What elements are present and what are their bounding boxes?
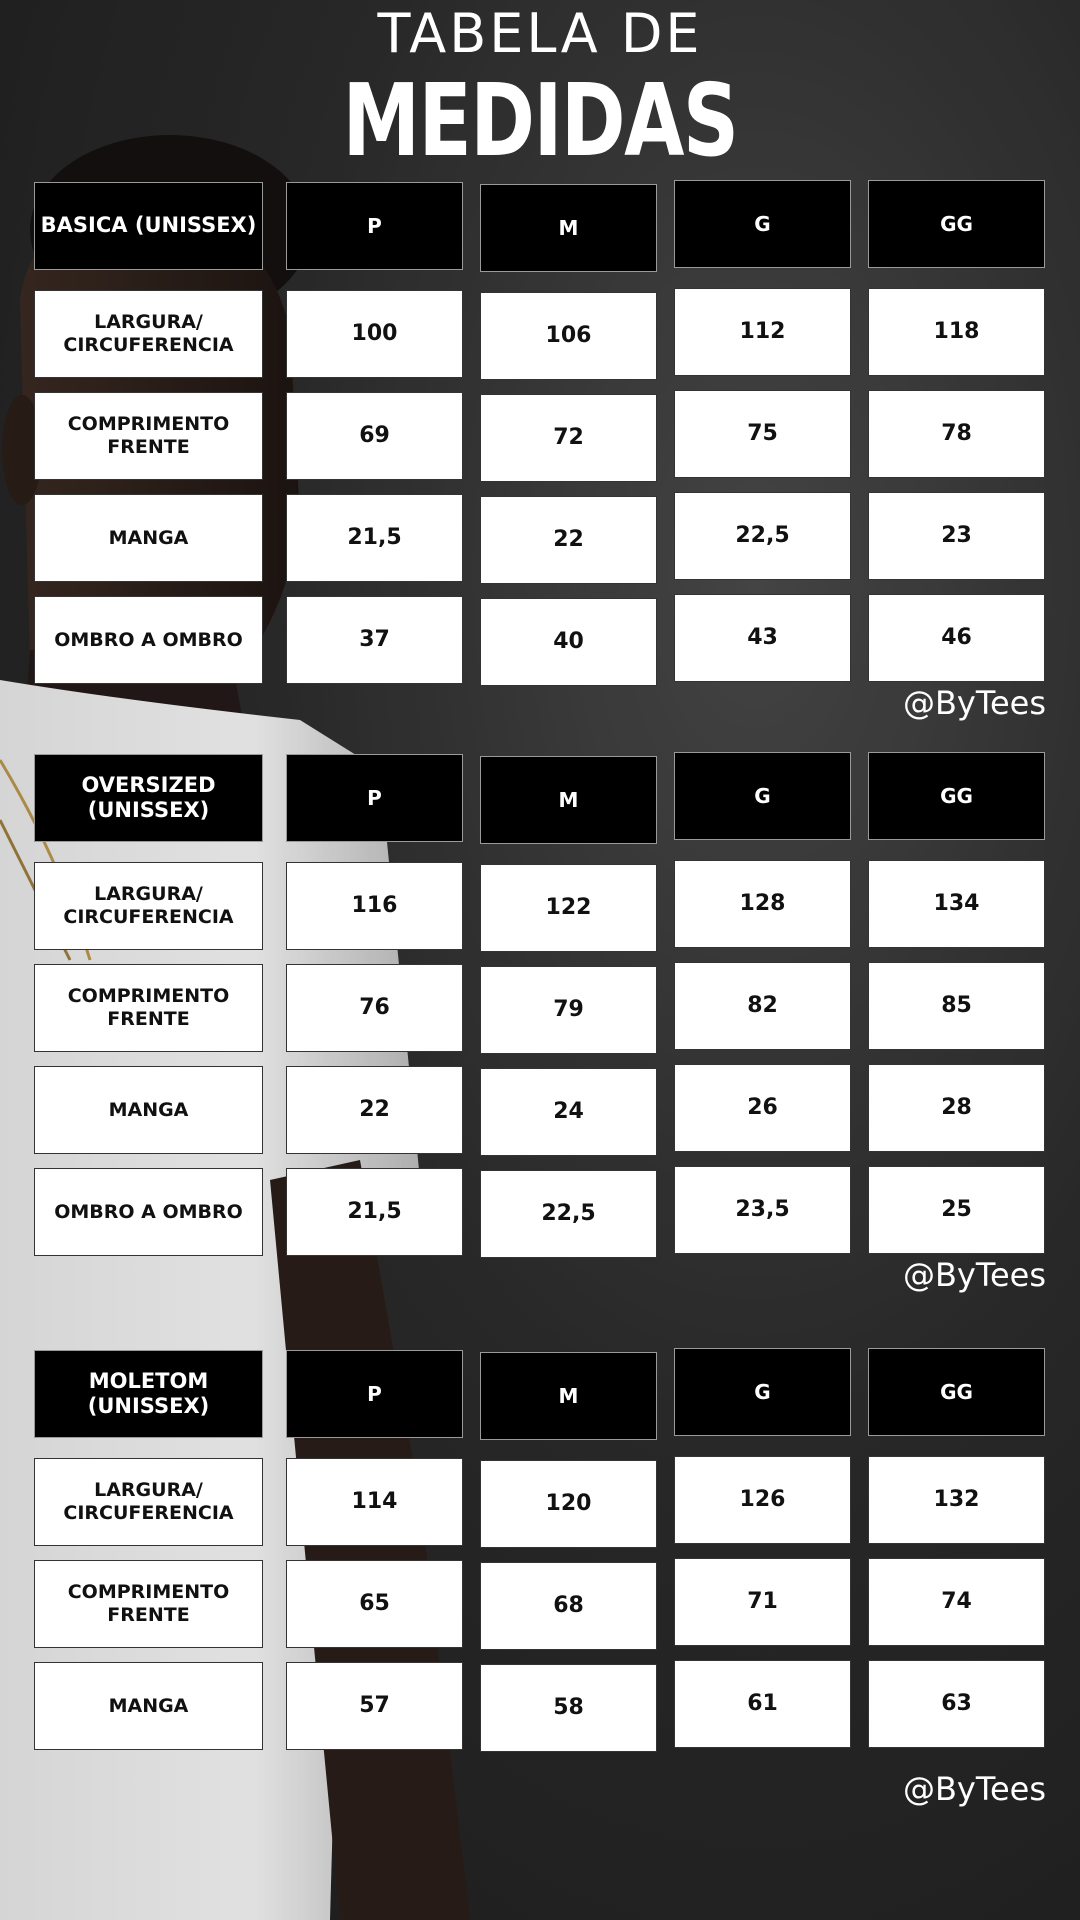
measure-value: 126 [674, 1456, 851, 1544]
measure-value: 21,5 [286, 494, 463, 582]
size-header-g: G [674, 180, 851, 268]
measure-value: 85 [868, 962, 1045, 1050]
measure-value: 76 [286, 964, 463, 1052]
measure-value: 72 [480, 394, 657, 482]
size-header-m: M [480, 184, 657, 272]
measure-value: 23 [868, 492, 1045, 580]
measure-value: 128 [674, 860, 851, 948]
measure-value: 23,5 [674, 1166, 851, 1254]
measure-value: 69 [286, 392, 463, 480]
size-header-p: P [286, 1350, 463, 1438]
brand-handle: @ByTees [902, 1770, 1046, 1808]
measure-value: 57 [286, 1662, 463, 1750]
size-header-m: M [480, 756, 657, 844]
measure-value: 21,5 [286, 1168, 463, 1256]
measure-label: LARGURA/ CIRCUFERENCIA [34, 1458, 263, 1546]
table-header-label: BASICA (UNISSEX) [34, 182, 263, 270]
measure-value: 132 [868, 1456, 1045, 1544]
measure-value: 134 [868, 860, 1045, 948]
measure-label: LARGURA/ CIRCUFERENCIA [34, 862, 263, 950]
measure-value: 65 [286, 1560, 463, 1648]
size-header-gg: GG [868, 752, 1045, 840]
measure-label: COMPRIMENTO FRENTE [34, 392, 263, 480]
measure-value: 74 [868, 1558, 1045, 1646]
measure-value: 58 [480, 1664, 657, 1752]
measure-label: COMPRIMENTO FRENTE [34, 964, 263, 1052]
measure-value: 114 [286, 1458, 463, 1546]
table-header-label: MOLETOM (UNISSEX) [34, 1350, 263, 1438]
size-header-g: G [674, 1348, 851, 1436]
measure-label: COMPRIMENTO FRENTE [34, 1560, 263, 1648]
measure-value: 43 [674, 594, 851, 682]
measure-value: 61 [674, 1660, 851, 1748]
brand-handle: @ByTees [902, 684, 1046, 722]
measure-value: 122 [480, 864, 657, 952]
measure-label: OMBRO A OMBRO [34, 1168, 263, 1256]
measure-value: 40 [480, 598, 657, 686]
measure-value: 25 [868, 1166, 1045, 1254]
measure-value: 22,5 [480, 1170, 657, 1258]
size-header-g: G [674, 752, 851, 840]
size-header-m: M [480, 1352, 657, 1440]
measure-value: 24 [480, 1068, 657, 1156]
measure-value: 22,5 [674, 492, 851, 580]
measure-value: 28 [868, 1064, 1045, 1152]
measure-value: 68 [480, 1562, 657, 1650]
measure-label: MANGA [34, 1662, 263, 1750]
measure-value: 112 [674, 288, 851, 376]
size-header-p: P [286, 754, 463, 842]
measure-value: 78 [868, 390, 1045, 478]
measure-value: 116 [286, 862, 463, 950]
measure-value: 82 [674, 962, 851, 1050]
measure-label: MANGA [34, 1066, 263, 1154]
measure-value: 120 [480, 1460, 657, 1548]
measure-label: MANGA [34, 494, 263, 582]
measure-value: 75 [674, 390, 851, 478]
measure-value: 100 [286, 290, 463, 378]
table-header-label: OVERSIZED (UNISSEX) [34, 754, 263, 842]
measure-value: 22 [480, 496, 657, 584]
measure-value: 79 [480, 966, 657, 1054]
measure-value: 22 [286, 1066, 463, 1154]
measure-label: OMBRO A OMBRO [34, 596, 263, 684]
measure-label: LARGURA/ CIRCUFERENCIA [34, 290, 263, 378]
size-header-p: P [286, 182, 463, 270]
brand-handle: @ByTees [902, 1256, 1046, 1294]
size-header-gg: GG [868, 1348, 1045, 1436]
page-title-top: TABELA DE [377, 2, 703, 65]
measure-value: 71 [674, 1558, 851, 1646]
size-header-gg: GG [868, 180, 1045, 268]
measure-value: 63 [868, 1660, 1045, 1748]
measure-value: 26 [674, 1064, 851, 1152]
measure-value: 46 [868, 594, 1045, 682]
measure-value: 118 [868, 288, 1045, 376]
measure-value: 37 [286, 596, 463, 684]
page-title-main: MEDIDAS [342, 62, 738, 179]
measure-value: 106 [480, 292, 657, 380]
